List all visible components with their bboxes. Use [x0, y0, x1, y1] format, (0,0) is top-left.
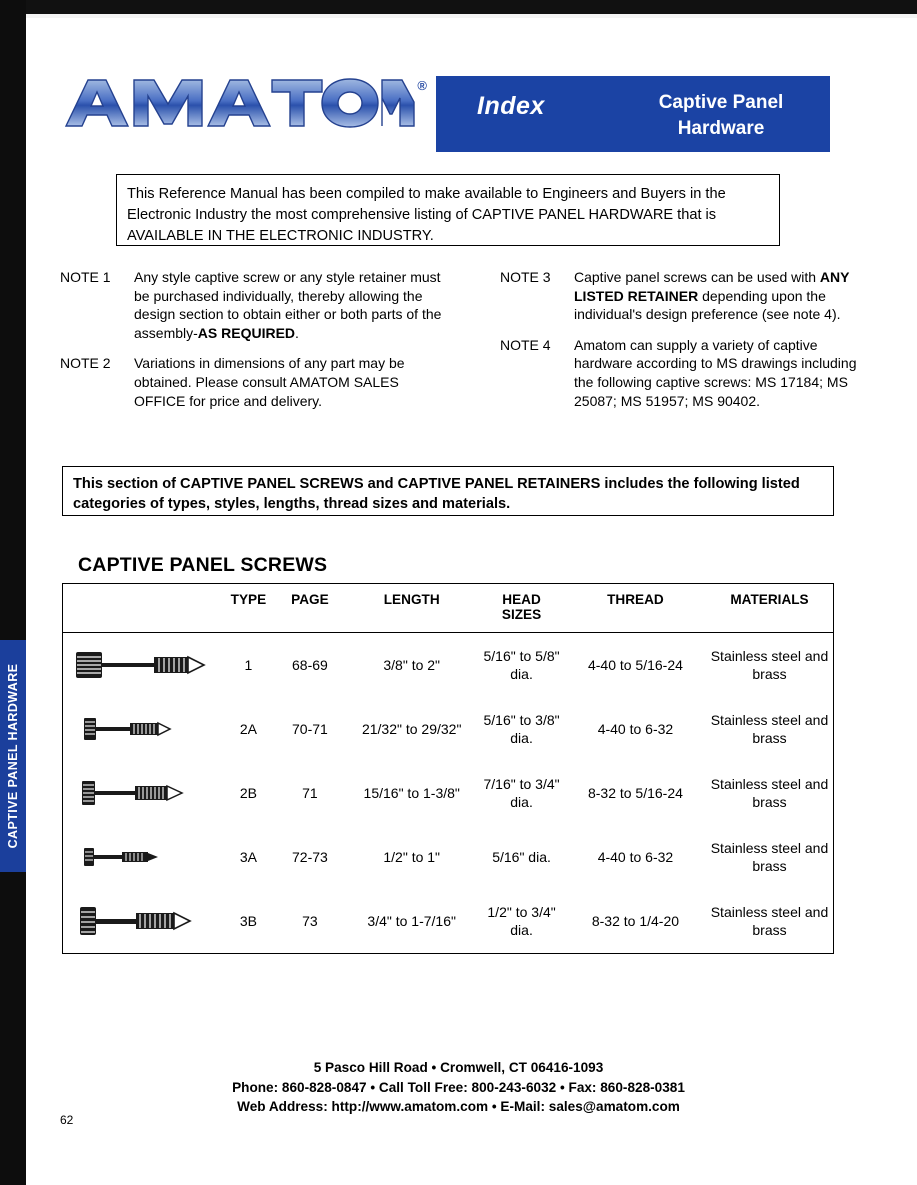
note-1-text	[134, 268, 450, 342]
cell-materials: Stainless steel and brass	[710, 712, 829, 746]
column-header-materials: MATERIALS	[706, 584, 833, 633]
cell-materials: Stainless steel and brass	[710, 840, 829, 874]
table-row	[63, 761, 833, 825]
cell-thread: 8-32 to 5/16-24	[587, 785, 683, 801]
note-2	[60, 354, 450, 410]
screw-illustration-type-3b	[63, 889, 222, 953]
screw-illustration-type-3a	[63, 825, 222, 889]
page-title: Captive Panel Hardware	[658, 92, 784, 139]
registered-trademark-icon: ®	[417, 78, 427, 93]
note-4	[500, 336, 860, 410]
captive-screw-type-3b-icon	[72, 903, 218, 939]
cell-head-sizes: 5/16" dia.	[492, 849, 551, 865]
cell-length: 1/2" to 1"	[383, 849, 441, 865]
footer-contact	[0, 1058, 917, 1117]
table-title: CAPTIVE PANEL SCREWS	[78, 554, 328, 576]
cell-page: 70-71	[292, 721, 328, 737]
amatom-logo-icon	[62, 74, 417, 132]
column-header-page: PAGE	[275, 584, 346, 633]
screw-illustration-type-2b	[63, 761, 222, 825]
table-row	[63, 633, 833, 698]
note-1-text-part-3: .	[295, 324, 299, 341]
cell-page: 71	[302, 785, 318, 801]
column-header-type: TYPE	[222, 584, 274, 633]
notes-column-left	[60, 268, 450, 422]
cell-thread: 4-40 to 6-32	[597, 721, 674, 737]
note-3-text-part-1: Captive panel screws can be used with	[574, 269, 820, 285]
intro-box: This Reference Manual has been compiled to make available to Engineers and Buyers in the Electronic Industry the most comprehensive listing of CAPTIVE PANEL HARDWARE that is AVAILABLE IN THE ELECTRONIC INDUSTRY.	[116, 174, 780, 246]
table-row	[63, 825, 833, 889]
captive-screw-type-3a-icon	[72, 840, 218, 874]
note-1-label: NOTE 1	[60, 269, 111, 285]
note-4-label: NOTE 4	[500, 336, 551, 353]
column-header-head-line2: SIZES	[501, 607, 542, 622]
header-index-label: Index	[477, 92, 545, 120]
table-row	[63, 697, 833, 761]
note-3-text-emphasis: ANY LISTED RETAINER	[574, 269, 850, 304]
cell-head-sizes: 7/16" to 3/4" dia.	[483, 776, 560, 810]
table-header-row	[63, 584, 833, 633]
cell-type: 3B	[239, 913, 257, 929]
cell-materials: Stainless steel and brass	[710, 776, 829, 810]
cell-page: 68-69	[292, 657, 328, 673]
screw-illustration-type-1	[63, 633, 222, 698]
cell-head-sizes: 1/2" to 3/4" dia.	[487, 904, 556, 938]
side-tab-label: CAPTIVE PANEL HARDWARE	[6, 663, 20, 849]
column-header-head-line1: HEAD	[502, 592, 541, 607]
note-3	[500, 268, 860, 324]
scan-band	[26, 14, 917, 18]
note-3-text	[574, 268, 860, 324]
column-header-length: LENGTH	[345, 584, 478, 633]
captive-panel-screws-table	[62, 583, 834, 954]
note-1-text-part-1: Any style captive screw or any style retainer must be purchased individually, thereby allowing the design section to obtain either or both parts of the assembly-	[134, 269, 442, 341]
column-header-head-sizes	[478, 584, 565, 633]
captive-screw-type-1-icon	[72, 648, 218, 682]
cell-thread: 4-40 to 5/16-24	[587, 657, 683, 673]
scan-edge-left	[0, 0, 26, 1185]
note-4-text: Amatom can supply a variety of captive hardware according to MS drawings including the following captive screws: MS 17184; MS 25087; MS 51957; MS 90402.	[574, 336, 857, 409]
cell-page: 72-73	[292, 849, 328, 865]
captive-screw-type-2a-icon	[72, 712, 218, 746]
cell-length: 15/16" to 1-3/8"	[363, 785, 460, 801]
section-summary-box: This section of CAPTIVE PANEL SCREWS and CAPTIVE PANEL RETAINERS includes the following listed categories of types, styles, lengths, thread sizes and materials.	[62, 466, 834, 516]
cell-length: 21/32" to 29/32"	[361, 721, 462, 737]
footer-address: 5 Pasco Hill Road • Cromwell, CT 06416-1093	[313, 1060, 604, 1075]
note-1	[60, 268, 450, 342]
cell-head-sizes: 5/16" to 5/8" dia.	[483, 648, 560, 682]
side-tab-captive-panel-hardware	[0, 640, 26, 872]
note-3-label: NOTE 3	[500, 269, 551, 285]
cell-type: 2B	[239, 785, 257, 801]
page-header	[436, 76, 830, 152]
note-3-text-part-3: depending upon the individual's design preference (see note 4).	[574, 287, 841, 323]
footer-phone: Phone: 860-828-0847 • Call Toll Free: 800-243-6032 • Fax: 860-828-0381	[232, 1079, 685, 1095]
table-row	[63, 889, 833, 953]
cell-page: 73	[302, 913, 318, 929]
captive-screw-type-2b-icon	[72, 776, 218, 810]
column-header-image	[63, 584, 222, 633]
cell-type: 3A	[239, 849, 257, 865]
cell-materials: Stainless steel and brass	[710, 648, 829, 682]
amatom-logo	[62, 74, 427, 132]
cell-type: 1	[244, 657, 253, 673]
cell-thread: 4-40 to 6-32	[597, 849, 674, 865]
cell-materials: Stainless steel and brass	[710, 904, 829, 938]
column-header-thread: THREAD	[565, 584, 706, 633]
cell-length: 3/8" to 2"	[383, 657, 441, 673]
note-1-text-emphasis: AS REQUIRED	[197, 324, 296, 341]
cell-length: 3/4" to 1-7/16"	[367, 913, 456, 929]
footer-web: Web Address: http://www.amatom.com • E-Mail: sales@amatom.com	[237, 1099, 680, 1114]
note-2-label: NOTE 2	[60, 355, 111, 372]
note-2-text: Variations in dimensions of any part may be obtained. Please consult AMATOM SALES OFFICE for price and delivery.	[134, 355, 405, 409]
scan-edge-top	[26, 0, 917, 14]
cell-head-sizes: 5/16" to 3/8" dia.	[483, 712, 560, 746]
cell-type: 2A	[239, 721, 257, 737]
page-number: 62	[60, 1113, 74, 1127]
screw-illustration-type-2a	[63, 697, 222, 761]
notes-column-right	[500, 268, 860, 422]
cell-thread: 8-32 to 1/4-20	[591, 913, 680, 929]
